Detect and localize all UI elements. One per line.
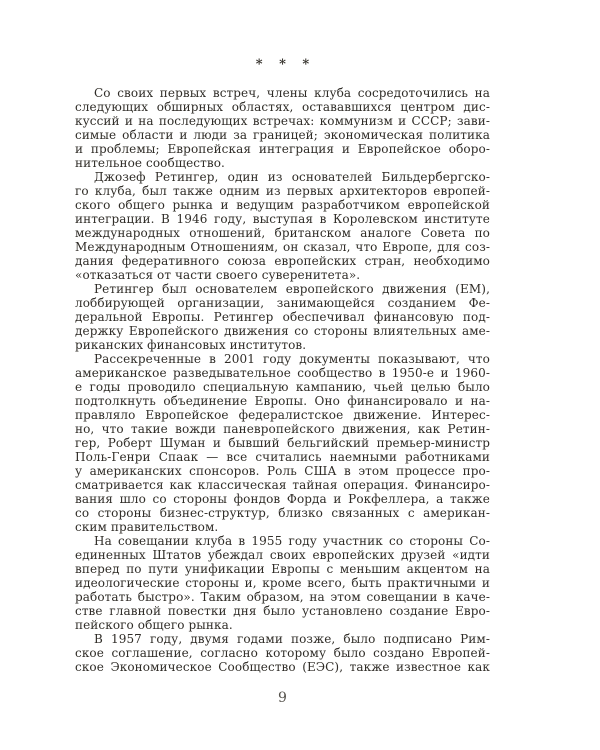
- text-line: пейского общего рынка.: [75, 618, 233, 632]
- text-line: со стороны бизнес-структур, близко связанных с американ-: [75, 506, 490, 520]
- text-line: симые области и люди за границей; экономическая политика: [75, 128, 490, 142]
- text-line: ским правительством.: [75, 520, 219, 534]
- text-line: Международным Отношениям, он сказал, что Европе, для соз-: [75, 240, 490, 254]
- text-line: «отказаться от части своего суверенитета».: [75, 268, 361, 282]
- text-line: В 1957 году, двумя годами позже, было подписано Рим-: [94, 632, 490, 646]
- text-line: но, что такие вожди паневропейского движения, как Ретин-: [75, 422, 490, 436]
- text-line: ское Экономическое Сообщество (ЕЭС), также известное как: [75, 660, 490, 674]
- text-line: Ретингер был основателем европейского движения (ЕМ),: [94, 282, 490, 296]
- text-line: е годы проводило специальную кампанию, чьей целью было: [75, 380, 490, 394]
- text-line: у американских спонсоров. Роль США в этом процессе про-: [75, 464, 490, 478]
- text-line: американское разведывательное сообщество в 1950-е и 1960-: [75, 366, 490, 380]
- text-line: ское соглашение, согласно которому было создано Европей-: [75, 646, 490, 660]
- text-line: ского общего рынка и ведущим разработчиком европейской: [75, 198, 490, 212]
- text-line: идеологические стороны и, кроме всего, быть практичными и: [75, 576, 490, 590]
- text-line: сматривается как классическая тайная операция. Финансиро-: [75, 478, 490, 492]
- text-line: нительное сообщество.: [75, 156, 225, 170]
- section-separator: * * *: [255, 57, 316, 72]
- text-line: подтолкнуть объединение Европы. Оно финансировало и на-: [75, 394, 490, 408]
- text-line: лоббирующей организации, занимающейся созданием Фе-: [75, 296, 490, 310]
- body-text: [75, 86, 490, 674]
- text-line: правляло Европейское федералистское движение. Интерес-: [75, 408, 490, 422]
- text-line: го клуба, был также одним из первых архитекторов европей-: [75, 184, 490, 198]
- text-block: [75, 58, 490, 706]
- text-line: держку Европейского движения со стороны влиятельных аме-: [75, 324, 490, 338]
- text-line: интеграции. В 1946 году, выступая в Королевском институте: [75, 212, 490, 226]
- text-line: работать быстро». Таким образом, на этом совещании в каче-: [75, 590, 490, 604]
- text-line: и проблемы; Европейская интеграция и Европейское оборо-: [75, 142, 490, 156]
- text-line: Поль-Генри Спаак — все считались наемными работниками: [75, 450, 490, 464]
- text-line: вания шло со стороны фондов Форда и Рокфеллера, а также: [75, 492, 490, 506]
- text-line: деральной Европы. Ретингер обеспечивал финансовую под-: [75, 310, 490, 324]
- text-line: единенных Штатов убеждал своих европейских друзей «идти: [75, 548, 490, 562]
- text-line: риканских финансовых институтов.: [75, 338, 307, 352]
- text-line: международных отношений, британском аналоге Совета по: [75, 226, 490, 240]
- text-line: Рассекреченные в 2001 году документы показывают, что: [94, 352, 490, 366]
- text-line: гер, Роберт Шуман и бывший бельгийский премьер-министр: [75, 436, 490, 450]
- text-line: На совещании клуба в 1955 году участник со стороны Со-: [94, 534, 490, 548]
- text-line: следующих обширных областях, остававшихся центром дис-: [75, 100, 490, 114]
- text-line: дания федеративного союза европейских стран, необходимо: [75, 254, 490, 268]
- text-line: Со своих первых встреч, члены клуба сосредоточились на: [94, 86, 490, 100]
- text-line: Джозеф Ретингер, один из основателей Бильдербергско-: [94, 170, 490, 184]
- text-line: стве главной повестки дня было установлено создание Евро-: [75, 604, 490, 618]
- text-line: вперед по пути унификации Европы с меньшим акцентом на: [75, 562, 490, 576]
- page-number: 9: [278, 690, 287, 706]
- text-line: куссий и на последующих встречах: коммунизм и СССР; зави-: [75, 114, 490, 128]
